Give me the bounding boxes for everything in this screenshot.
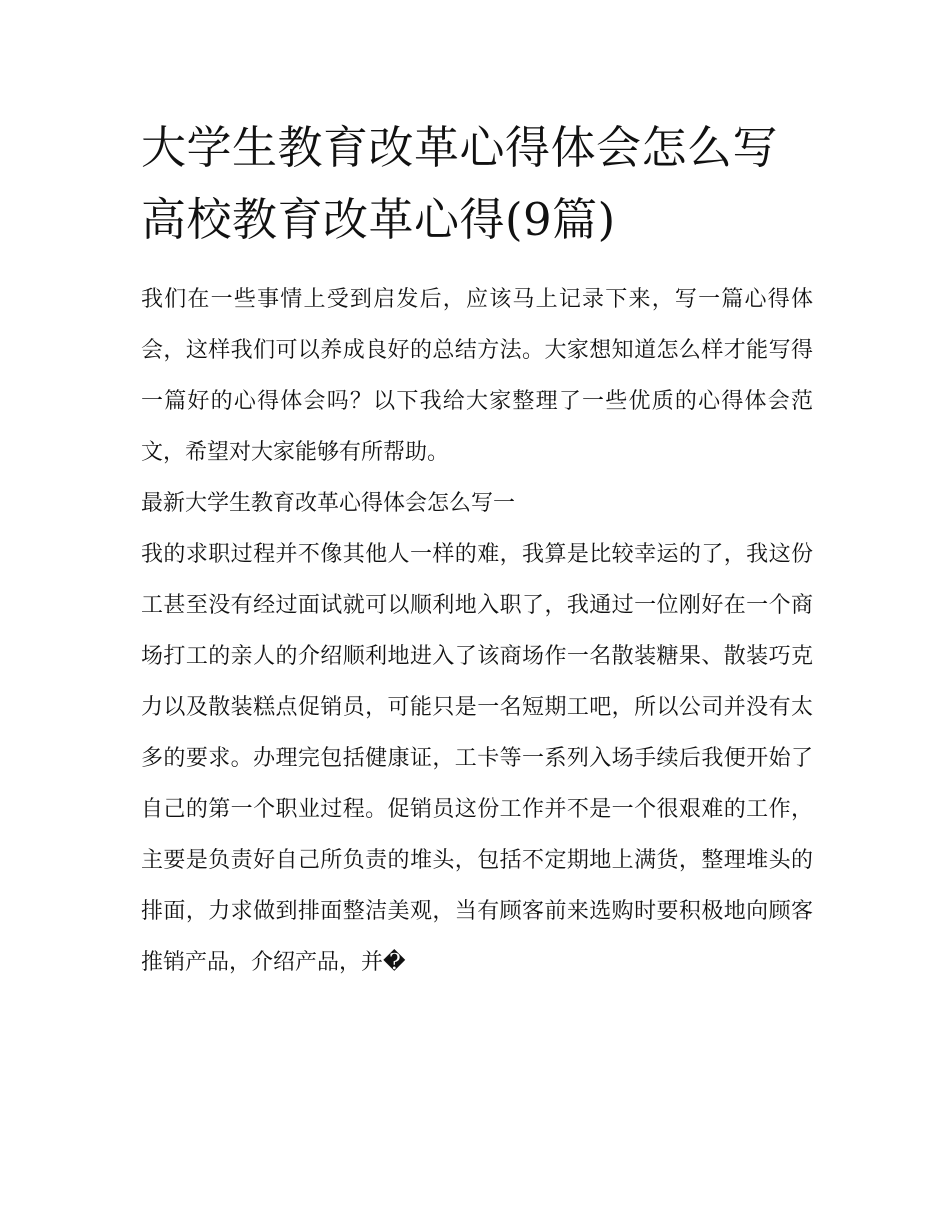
intro-paragraph: 我们在一些事情上受到启发后，应该马上记录下来，写一篇心得体会，这样我们可以养成良好的总结方法。大家想知道怎么样才能写得一篇好的心得体会吗？以下我给大家整理了一些优质的心得体会范文，希望对大家能够有所帮助。 xyxy=(141,287,813,465)
document-title: 大学生教育改革心得体会怎么写 高校教育改革心得(9篇) xyxy=(141,121,779,246)
body-paragraph: 我的求职过程并不像其他人一样的难，我算是比较幸运的了，我这份工甚至没有经过面试就可以顺利地入职了，我通过一位刚好在一个商场打工的亲人的介绍顺利地进入了该商场作一名散装糖果、散装巧克力以及散装糕点促销员，可能只是一名短期工吧，所以公司并没有太多的要求。办理完包括健康证，工卡等一系列入场手续后我便开始了自己的第一个职业过程。促销员这份工作并不是一个很艰难的工作，主要是负责好自己所负责的堆头，包括不定期地上满货，整理堆头的排面，力求做到排面整洁美观，当有顾客前来选购时要积极地向顾客推销产品，介绍产品，并� xyxy=(141,542,813,975)
section-heading: 最新大学生教育改革心得体会怎么写一 xyxy=(141,491,516,516)
document-content xyxy=(141,112,813,988)
